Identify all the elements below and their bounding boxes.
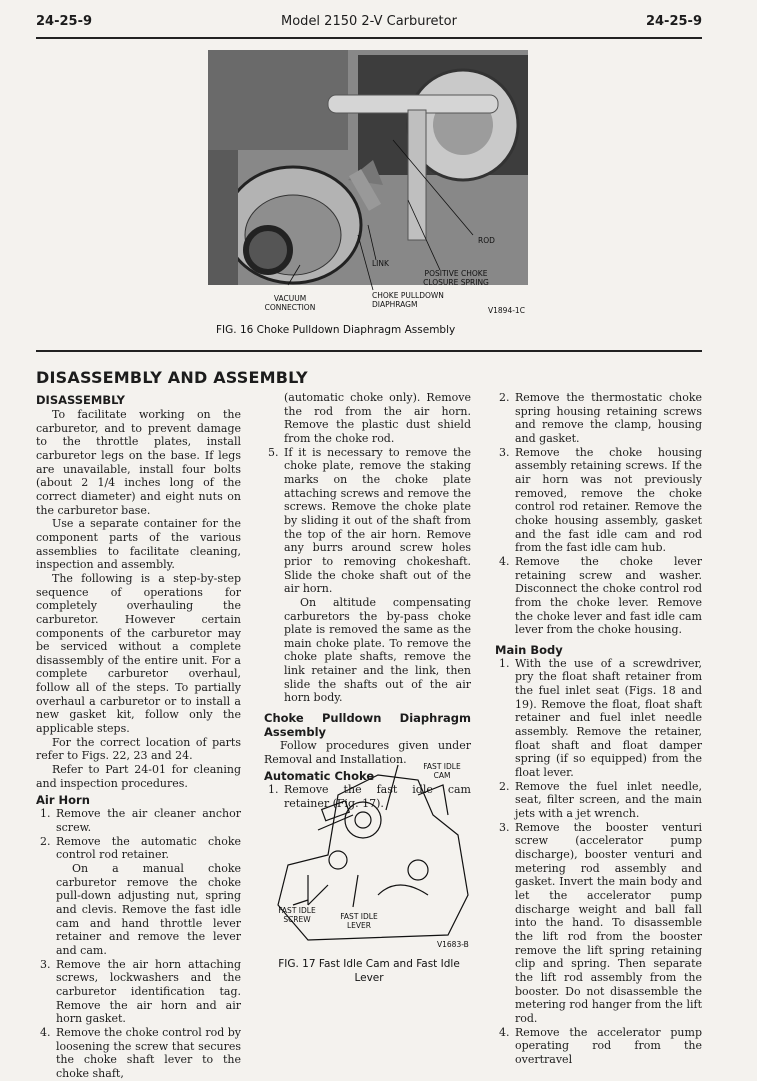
list-item: 4. Remove the accelerator pump operating rod from the overtravel (513, 1026, 702, 1067)
paragraph: (automatic choke only). Remove the rod from the air horn. Remove the plastic dust shield from the choke rod. (284, 391, 471, 445)
paragraph: The following is a step-by-step sequence of operations for completely overhauling the carburetor. However certain components of the carburetor may be serviced without a complete disassembly of the entire unit. For a complete carburetor overhaul, follow all of the steps. To partially overhaul a carburetor or to install a new gasket kit, follow only the applicable steps. (36, 571, 241, 736)
column-3 (495, 391, 702, 1067)
paragraph: Refer to Part 24-01 for cleaning and inspection procedures. (36, 763, 241, 790)
label-choke-closure-spring: POSITIVE CHOKE CLOSURE SPRING (423, 269, 489, 287)
label-choke-pulldown-diaphragm: CHOKE PULLDOWN DIAPHRAGM (372, 291, 444, 309)
list-item: 2. Remove the thermostatic choke spring housing retaining screws and remove the clamp, housing and gasket. (513, 391, 702, 446)
label-fast-idle-cam: FAST IDLE CAM (423, 762, 461, 780)
list-item: 1. Remove the fast idle cam retainer (Fig. 17). (282, 783, 471, 810)
label-rod: ROD (478, 236, 495, 245)
page-number-right: 24-25-9 (645, 14, 702, 29)
figure-17-code: V1683-B (437, 940, 469, 949)
manual-choke-note: On a manual choke carburetor remove the choke pull-down adjusting nut, spring and clevis. Remove the fast idle cam and hand throttle lever retainer and remove the lever and cam. (56, 862, 241, 957)
step-5-list (264, 446, 471, 596)
list-item: 4. Remove the choke lever retaining screw and washer. Disconnect the choke control rod from the choke lever. Remove the choke lever and fast idle cam lever from the choke housing. (513, 555, 702, 637)
list-item: 4. Remove the choke control rod by loosening the screw that secures the choke shaft lever to the choke shaft, (54, 1026, 241, 1081)
page-number-left: 24-25-9 (36, 14, 93, 29)
figure-17-caption: FIG. 17 Fast Idle Cam and Fast Idle Lever (278, 958, 460, 984)
label-vacuum-connection: VACUUM CONNECTION (264, 294, 316, 312)
section-rule (36, 350, 702, 352)
list-item: 1. With the use of a screwdriver, pry the float shaft retainer from the fuel inlet seat (Figs. 18 and 19). Remove the float, float shaft retainer and fuel inlet needle assembly. Remove the retainer, float shaft and float damper spring (if so equipped) from the float lever. (513, 657, 702, 780)
label-link: LINK (372, 259, 389, 268)
section-title: DISASSEMBLY AND ASSEMBLY (36, 368, 308, 387)
paragraph: Follow procedures given under Removal and Installation. (264, 739, 471, 766)
paragraph: Use a separate container for the component parts of the various assemblies to facilitate cleaning, inspection and assembly. (36, 517, 241, 572)
label-fast-idle-screw: FAST IDLE SCREW (278, 906, 316, 924)
choke-steps (495, 391, 702, 637)
figure-16-caption: FIG. 16 Choke Pulldown Diaphragm Assembly (216, 324, 456, 336)
heading-automatic-choke: Automatic Choke (264, 769, 375, 784)
list-item: 1. Remove the air cleaner anchor screw. (54, 807, 241, 834)
list-item: 3. Remove the choke housing assembly retaining screws. If the air horn was not previously removed, remove the choke control rod retainer. Remove the choke housing assembly, gasket and the fast idle cam and rod from the fast idle cam hub. (513, 446, 702, 555)
list-item: 3. Remove the booster venturi screw (accelerator pump discharge), booster venturi and metering rod assembly and gasket. Invert the main body and let the accelerator pump discharge weight and ball fall into the hand. To disassemble the lift rod from the booster remove the lift spring retaining clip and spring. Then separate the lift rod assembly from the booster. Do not disassemble the metering rod hanger from the lift rod. (513, 821, 702, 1026)
figure-16-code: V1894-1C (488, 306, 525, 315)
page-header (36, 14, 702, 34)
header-rule (36, 37, 702, 39)
paragraph: On altitude compensating carburetors the by-pass choke plate is removed the same as the main choke plate. To remove the choke plate shafts, remove the link retainer and the link, then slide the shafts out of the air horn body. (284, 595, 471, 705)
air-horn-steps (36, 807, 241, 1080)
list-item: 3. Remove the air horn attaching screws, lockwashers and the carburetor identification tag. Remove the air horn and air horn gasket. (54, 958, 241, 1026)
list-item: 2. Remove the fuel inlet needle, seat, filter screen, and the main jets with a jet wrench. (513, 780, 702, 821)
heading-choke-pulldown: Choke Pulldown Diaphragm Assembly (264, 711, 471, 740)
list-item: 2. Remove the automatic choke control rod retainer. On a manual choke carburetor remove the choke pull-down adjusting nut, spring and clevis. Remove the fast idle cam and hand throttle lever retainer and remove the lever and cam. (54, 835, 241, 958)
running-title: Model 2150 2-V Carburetor (281, 14, 457, 29)
heading-disassembly: DISASSEMBLY (36, 393, 125, 407)
column-2 (264, 391, 471, 811)
column-1 (36, 391, 241, 1081)
heading-main-body: Main Body (495, 642, 563, 657)
label-fast-idle-lever: FAST IDLE LEVER (340, 912, 378, 930)
paragraph: To facilitate working on the carburetor, and to prevent damage to the throttle plates, install carburetor legs on the base. If legs are unavailable, install four bolts (about 2 1/4 inches long of the correct diameter) and eight nuts on the carburetor base. (36, 408, 241, 517)
heading-air-horn: Air Horn (36, 793, 90, 808)
main-body-steps (495, 657, 702, 1067)
list-item: 5. If it is necessary to remove the choke plate, remove the staking marks on the choke plate attaching screws and remove the screws. Remove the choke plate by sliding it out of the shaft from the top of the air horn. Remove any burrs around screw holes prior to removing chokeshaft. Slide the choke shaft out of the air horn. (282, 446, 471, 596)
paragraph: For the correct location of parts refer to Figs. 22, 23 and 24. (36, 735, 241, 763)
